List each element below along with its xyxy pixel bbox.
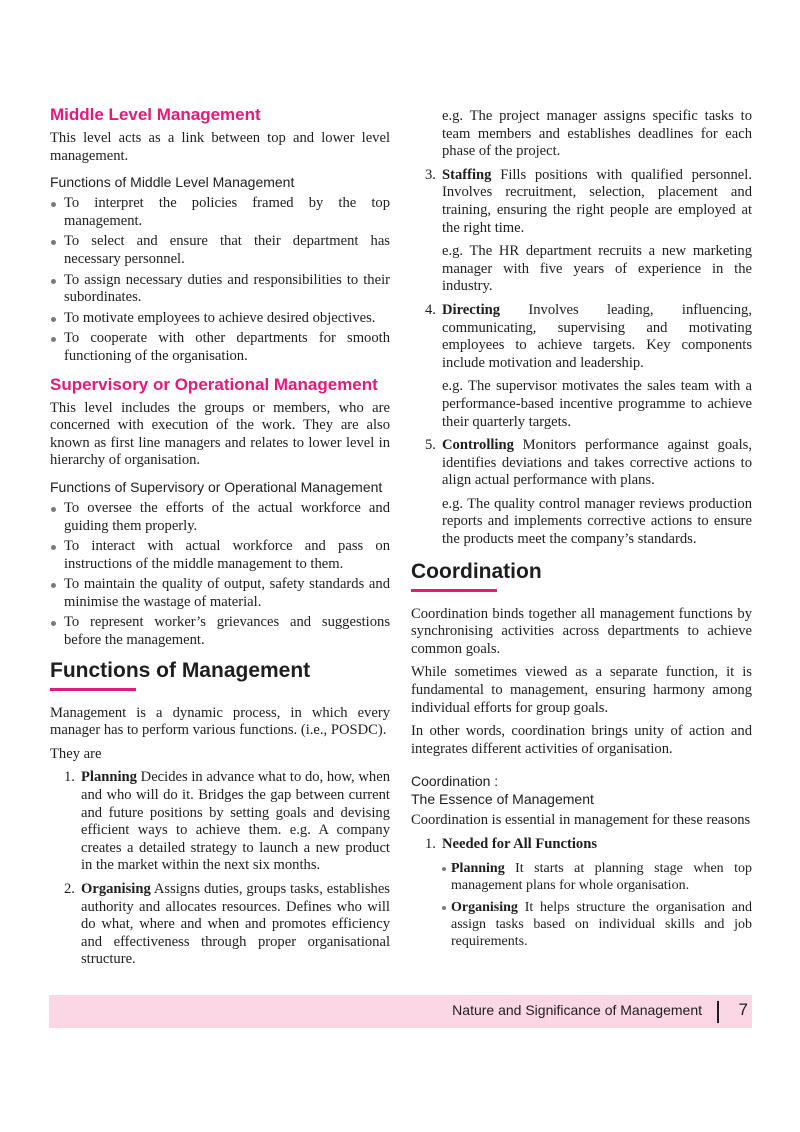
list-item-text: To cooperate with other departments for smooth functioning of the organisation. [64,330,390,364]
sub-description: It starts at planning stage when top management plans for whole organisation. [451,860,752,893]
middle-functions-heading: Functions of Middle Level Management [50,174,295,191]
function-term: Directing [442,301,501,318]
page-footer [49,995,752,1028]
list-item [50,769,390,875]
bullet-icon [51,507,56,512]
directing-example: e.g. The supervisor motivates the sales team with a performance-based incentive programme to achieve their quarterly targets. [442,378,752,430]
needed-for-all-functions [411,836,752,854]
essence-intro: Coordination is essential in management for these reasons [411,812,751,829]
list-item-text: To interpret the policies framed by the top management. [64,195,390,229]
list-item-text: To assign necessary duties and responsibilities to their subordinates. [64,271,390,306]
list-item-text: To select and ensure that their department has necessary personnel. [64,233,390,267]
controlling-example: e.g. The quality control manager reviews production reports and implements corrective actions to ensure the products meet the company’s standards. [442,495,752,548]
list-number: 3. [425,166,436,183]
list-item [411,167,752,237]
function-description: Decides in advance what to do, how, when and who will do it. Bridges the gap between current and future positions by setting goals and devising efficient ways to achieve them. e.g. A company creates a detailed strategy to launch a new product in the market within the next six months. [81,769,390,874]
bullet-icon [51,279,56,284]
list-item [411,860,752,894]
list-item [50,272,390,307]
bullet-icon [51,545,56,550]
list-item-text: To interact with actual workforce and pass on instructions of the middle management to them. [64,538,390,572]
list-number: 2. [64,881,75,897]
function-term: Planning [81,769,137,786]
heading-underline [50,688,136,691]
functions-list-continued [411,167,752,237]
list-item [50,576,390,611]
coordination-paragraph-1: Coordination binds together all management functions by synchronising activities across departments to achieve common goals. [411,605,752,657]
list-item [50,233,390,268]
list-item [50,330,390,365]
bullet-icon [442,867,446,871]
sub-term: Organising [451,899,518,915]
list-item-text: To represent worker’s grievances and suggestions before the management. [64,614,390,649]
functions-list-continued [411,302,752,372]
sub-description: It helps structure the organisation and assign tasks based on individual skills and job requirements. [451,899,752,949]
function-description: Involves leading, influencing, communicating, supervising and motivating employees to achieve targets. Key components include motivation and leadership. [442,301,752,371]
list-item-text: To maintain the quality of output, safety standards and minimise the wastage of material. [64,576,390,610]
list-number: 1. [425,836,436,852]
essence-heading-line-1: Coordination : [411,773,499,790]
bullet-icon [51,317,56,322]
list-item-text: To motivate employees to achieve desired objectives. [64,309,376,326]
function-description: Assigns duties, groups tasks, establishes authority and allocates resources. Defines who will do what, where and when and promotes efficiency and effectiveness through proper organisational structure. [81,881,390,968]
bullet-icon [51,583,56,588]
needed-title: Needed for All Functions [442,836,597,852]
bullet-icon [51,240,56,245]
footer-title: Nature and Significance of Management [452,1002,702,1018]
right-column [411,108,752,955]
staffing-example: e.g. The HR department recruits a new marketing manager with five years of experience in the industry. [442,243,752,295]
list-item [50,310,390,328]
function-description: Fills positions with qualified personnel. Involves recruitment, selection, placement and training, ensuring the right people are employed at the right time. [442,166,752,236]
essence-heading-line-2: The Essence of Management [411,791,594,808]
functions-list-continued [411,437,752,490]
function-term: Organising [81,881,151,897]
bullet-icon [51,621,56,626]
bullet-icon [51,202,56,207]
list-number: 4. [425,301,436,318]
middle-management-heading: Middle Level Management [50,105,261,124]
list-item [411,899,752,950]
footer-divider [717,1001,719,1023]
list-item [50,614,390,649]
heading-underline [411,589,497,592]
function-description: Monitors performance against goals, identifies deviations and takes corrective actions to align actual performance with plans. [442,437,752,489]
supervisory-management-heading: Supervisory or Operational Management [50,374,378,394]
list-item [50,881,390,969]
middle-functions-list [50,195,390,365]
list-item [411,437,752,490]
needed-sub-list [411,860,752,950]
page-number: 7 [738,1000,748,1019]
list-item [411,302,752,372]
middle-management-intro: This level acts as a link between top and lower level management. [50,130,390,164]
functions-intro: Management is a dynamic process, in which every manager has to perform various functions. (i.e., POSDC). [50,704,390,739]
supervisory-functions-list [50,500,390,650]
list-item [50,500,390,535]
list-item [50,195,390,230]
coordination-heading: Coordination [411,559,542,583]
supervisory-management-intro: This level includes the groups or members, who are concerned with execution of the work. They are also known as first line managers and relates to lower level in hierarchy of organisation. [50,399,390,469]
bullet-icon [442,906,446,910]
list-number: 5. [425,437,436,454]
function-term: Staffing [442,166,492,183]
list-item-text: To oversee the efforts of the actual workforce and guiding them properly. [64,499,390,534]
function-term: Controlling [442,437,514,454]
coordination-paragraph-3: In other words, coordination brings unity of action and integrates different activities of organisation. [411,723,752,757]
coordination-paragraph-2: While sometimes viewed as a separate function, it is fundamental to management, ensuring harmony among individual efforts for group goals. [411,664,752,716]
supervisory-functions-heading: Functions of Supervisory or Operational Management [50,478,383,495]
sub-term: Planning [451,860,505,876]
functions-of-management-heading: Functions of Management [50,658,311,682]
list-item [50,538,390,573]
bullet-icon [51,337,56,342]
left-column [50,104,390,975]
functions-lead: They are [50,745,102,762]
organising-example: e.g. The project manager assigns specific tasks to team members and establishes deadlines for each phase of the project. [442,108,752,160]
list-number: 1. [64,769,75,786]
functions-list [50,769,390,969]
